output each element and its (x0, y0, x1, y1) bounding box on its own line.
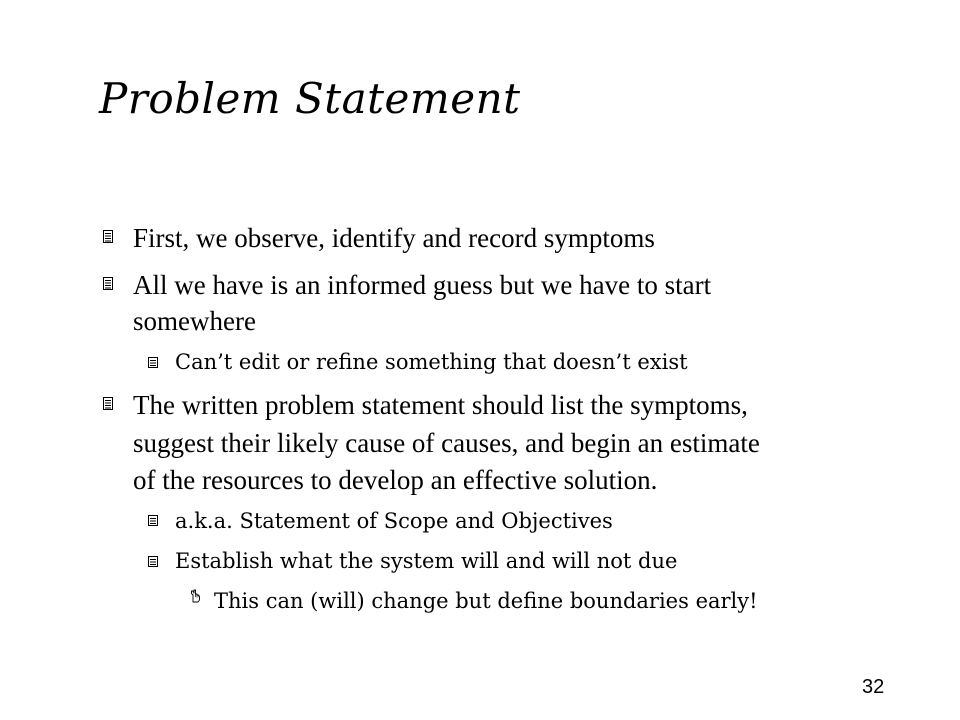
bullet-3-sub-2-sub-1-text: This can (will) change but define boundaries early! (214, 589, 758, 613)
slide-title: Problem Statement (99, 74, 521, 123)
bullet-1-text: First, we observe, identify and record symptoms (133, 223, 655, 253)
document-list-icon (148, 357, 158, 368)
bullet-3-sub-1-text: a.k.a. Statement of Scope and Objectives (175, 509, 613, 533)
document-list-icon (103, 397, 113, 410)
bullet-2-sub-1-text: Can’t edit or refine something that doesn’t exist (175, 350, 688, 374)
bullet-2-text-line-1: All we have is an informed guess but we have to start (133, 270, 712, 300)
pointing-hand-icon (189, 589, 201, 603)
bullet-3-sub-2-text: Establish what the system will and will not due (175, 549, 678, 573)
document-list-icon (148, 556, 158, 567)
bullet-3-text-line-3: of the resources to develop an effective solution. (133, 465, 658, 495)
document-list-icon (148, 515, 158, 526)
bullet-2-text-line-2: somewhere (133, 306, 256, 336)
document-list-icon (103, 230, 113, 243)
page-number: 32 (862, 676, 885, 698)
bullet-3-text-line-1: The written problem statement should list the symptoms, (133, 390, 748, 420)
document-list-icon (103, 277, 113, 290)
bullet-3-text-line-2: suggest their likely cause of causes, and begin an estimate (133, 428, 760, 458)
